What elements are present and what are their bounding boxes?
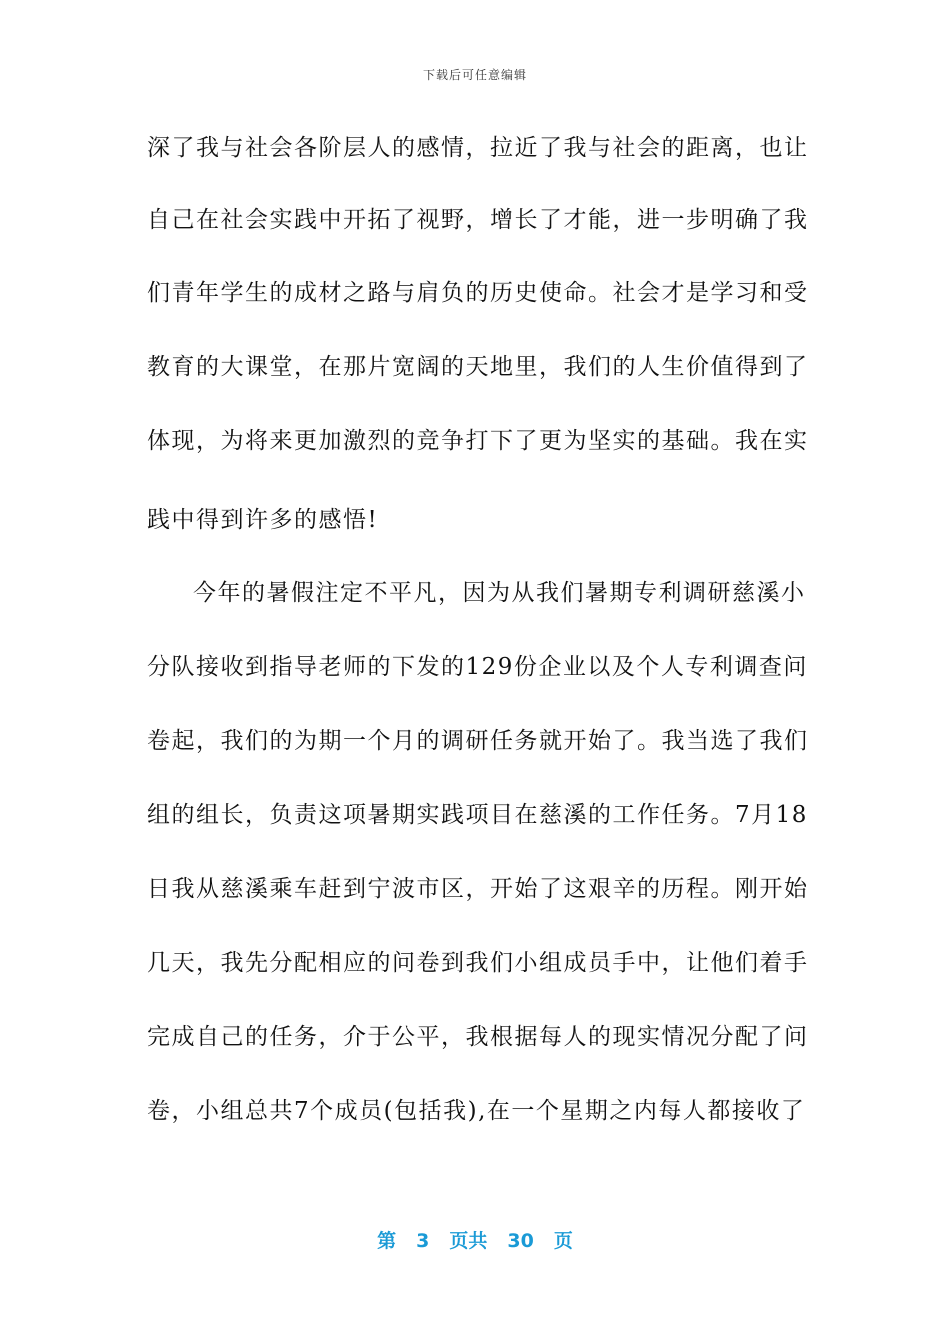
footer-prefix: 第 (377, 1230, 397, 1252)
text-line: 们青年学生的成材之路与肩负的历史使命。社会才是学习和受 (147, 280, 809, 306)
text-line: 分队接收到指导老师的下发的129份企业以及个人专利调查问 (147, 654, 808, 680)
text-line: 完成自己的任务，介于公平，我根据每人的现实情况分配了问 (147, 1024, 809, 1050)
paragraph-first-line: 今年的暑假注定不平凡，因为从我们暑期专利调研慈溪小 (193, 580, 806, 606)
text-line: 几天，我先分配相应的问卷到我们小组成员手中，让他们着手 (147, 950, 809, 976)
current-page-number: 3 (416, 1230, 430, 1252)
text-line: 深了我与社会各阶层人的感情，拉近了我与社会的距离，也让 (147, 135, 809, 161)
footer-middle: 页共 (449, 1230, 488, 1252)
text-line: 教育的大课堂，在那片宽阔的天地里，我们的人生价值得到了 (147, 354, 809, 380)
text-line: 日我从慈溪乘车赶到宁波市区，开始了这艰辛的历程。刚开始 (147, 876, 809, 902)
footer-suffix: 页 (553, 1230, 573, 1252)
text-line: 卷起，我们的为期一个月的调研任务就开始了。我当选了我们 (147, 728, 809, 754)
text-line: 自己在社会实践中开拓了视野，增长了才能，进一步明确了我 (147, 207, 809, 233)
text-line: 体现，为将来更加激烈的竞争打下了更为坚实的基础。我在实 (147, 428, 809, 454)
page-footer (0, 1226, 950, 1253)
total-pages-number: 30 (507, 1230, 534, 1252)
text-line: 组的组长，负责这项暑期实践项目在慈溪的工作任务。7月18 (147, 802, 808, 828)
page-header: 下载后可任意编辑 (422, 68, 527, 82)
text-line: 卷，小组总共7个成员(包括我),在一个星期之内每人都接收了 (147, 1098, 806, 1124)
text-line: 践中得到许多的感悟! (147, 507, 379, 533)
